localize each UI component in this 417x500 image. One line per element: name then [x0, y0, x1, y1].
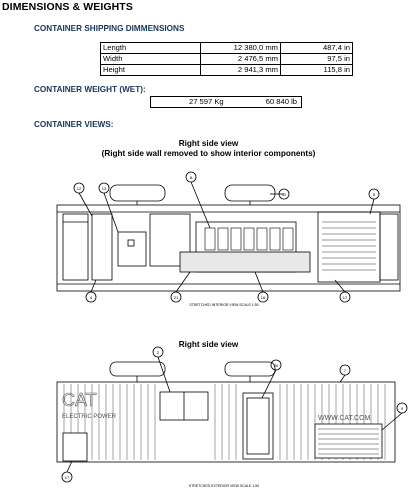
balloon-label: 17 [342, 295, 348, 300]
balloon-label: 2 [156, 350, 160, 355]
balloon-label: 8 [189, 175, 193, 180]
dimension-label: Height [101, 65, 201, 76]
brand-text: ELECTRIC POWER [62, 414, 117, 420]
balloon-label: 9 [400, 406, 404, 411]
balloon-label: 4 [89, 295, 93, 300]
dimension-label: Width [101, 54, 201, 65]
view2-title: Right side view [178, 340, 239, 349]
view1-title: Right side view [178, 139, 239, 148]
view2-scale-caption: STRETCHED EXTERIOR VIEW SCALE 1:50 [188, 484, 260, 488]
balloon-label: 17 [64, 475, 70, 480]
dimension-metric: 12 380,0 mm [201, 43, 281, 54]
dimension-imperial: 487,4 in [281, 43, 353, 54]
dimension-metric: 2 941,3 mm [201, 65, 281, 76]
balloon-label: 13 [101, 186, 107, 191]
dimension-imperial: 97,5 in [281, 54, 353, 65]
balloon-label: 11 [281, 192, 287, 197]
dimension-metric: 2 476,5 mm [201, 54, 281, 65]
balloon-label: 5 [372, 192, 376, 197]
shipping-dimensions-heading: CONTAINER SHIPPING DIMMENSIONS [34, 24, 185, 33]
brand-logo: CAT [62, 390, 97, 410]
page-title: DIMENSIONS & WEIGHTS [2, 1, 133, 13]
balloon-label: 16 [260, 295, 266, 300]
view1-subtitle: (Right side wall removed to show interior components) [101, 149, 316, 158]
dimension-imperial: 115,8 in [281, 65, 353, 76]
container-views-heading: CONTAINER VIEWS: [34, 120, 114, 129]
balloon-label: 7 [343, 368, 347, 373]
access-door [243, 393, 273, 459]
balloon-label: 21 [173, 295, 179, 300]
container-weight-heading: CONTAINER WEIGHT (WET): [34, 85, 146, 94]
brand-url: WWW.CAT.COM [318, 415, 371, 422]
view1-scale-caption: STRETCHED INTERIOR VIEW SCALE 1:50 [189, 303, 259, 307]
balloon-label: 20 [273, 363, 279, 368]
balloon-label: 12 [76, 186, 82, 191]
dimension-label: Length [101, 43, 201, 54]
weight-lb: 60 840 lb [265, 97, 297, 106]
weight-kg: 27 597 Kg [189, 97, 224, 106]
